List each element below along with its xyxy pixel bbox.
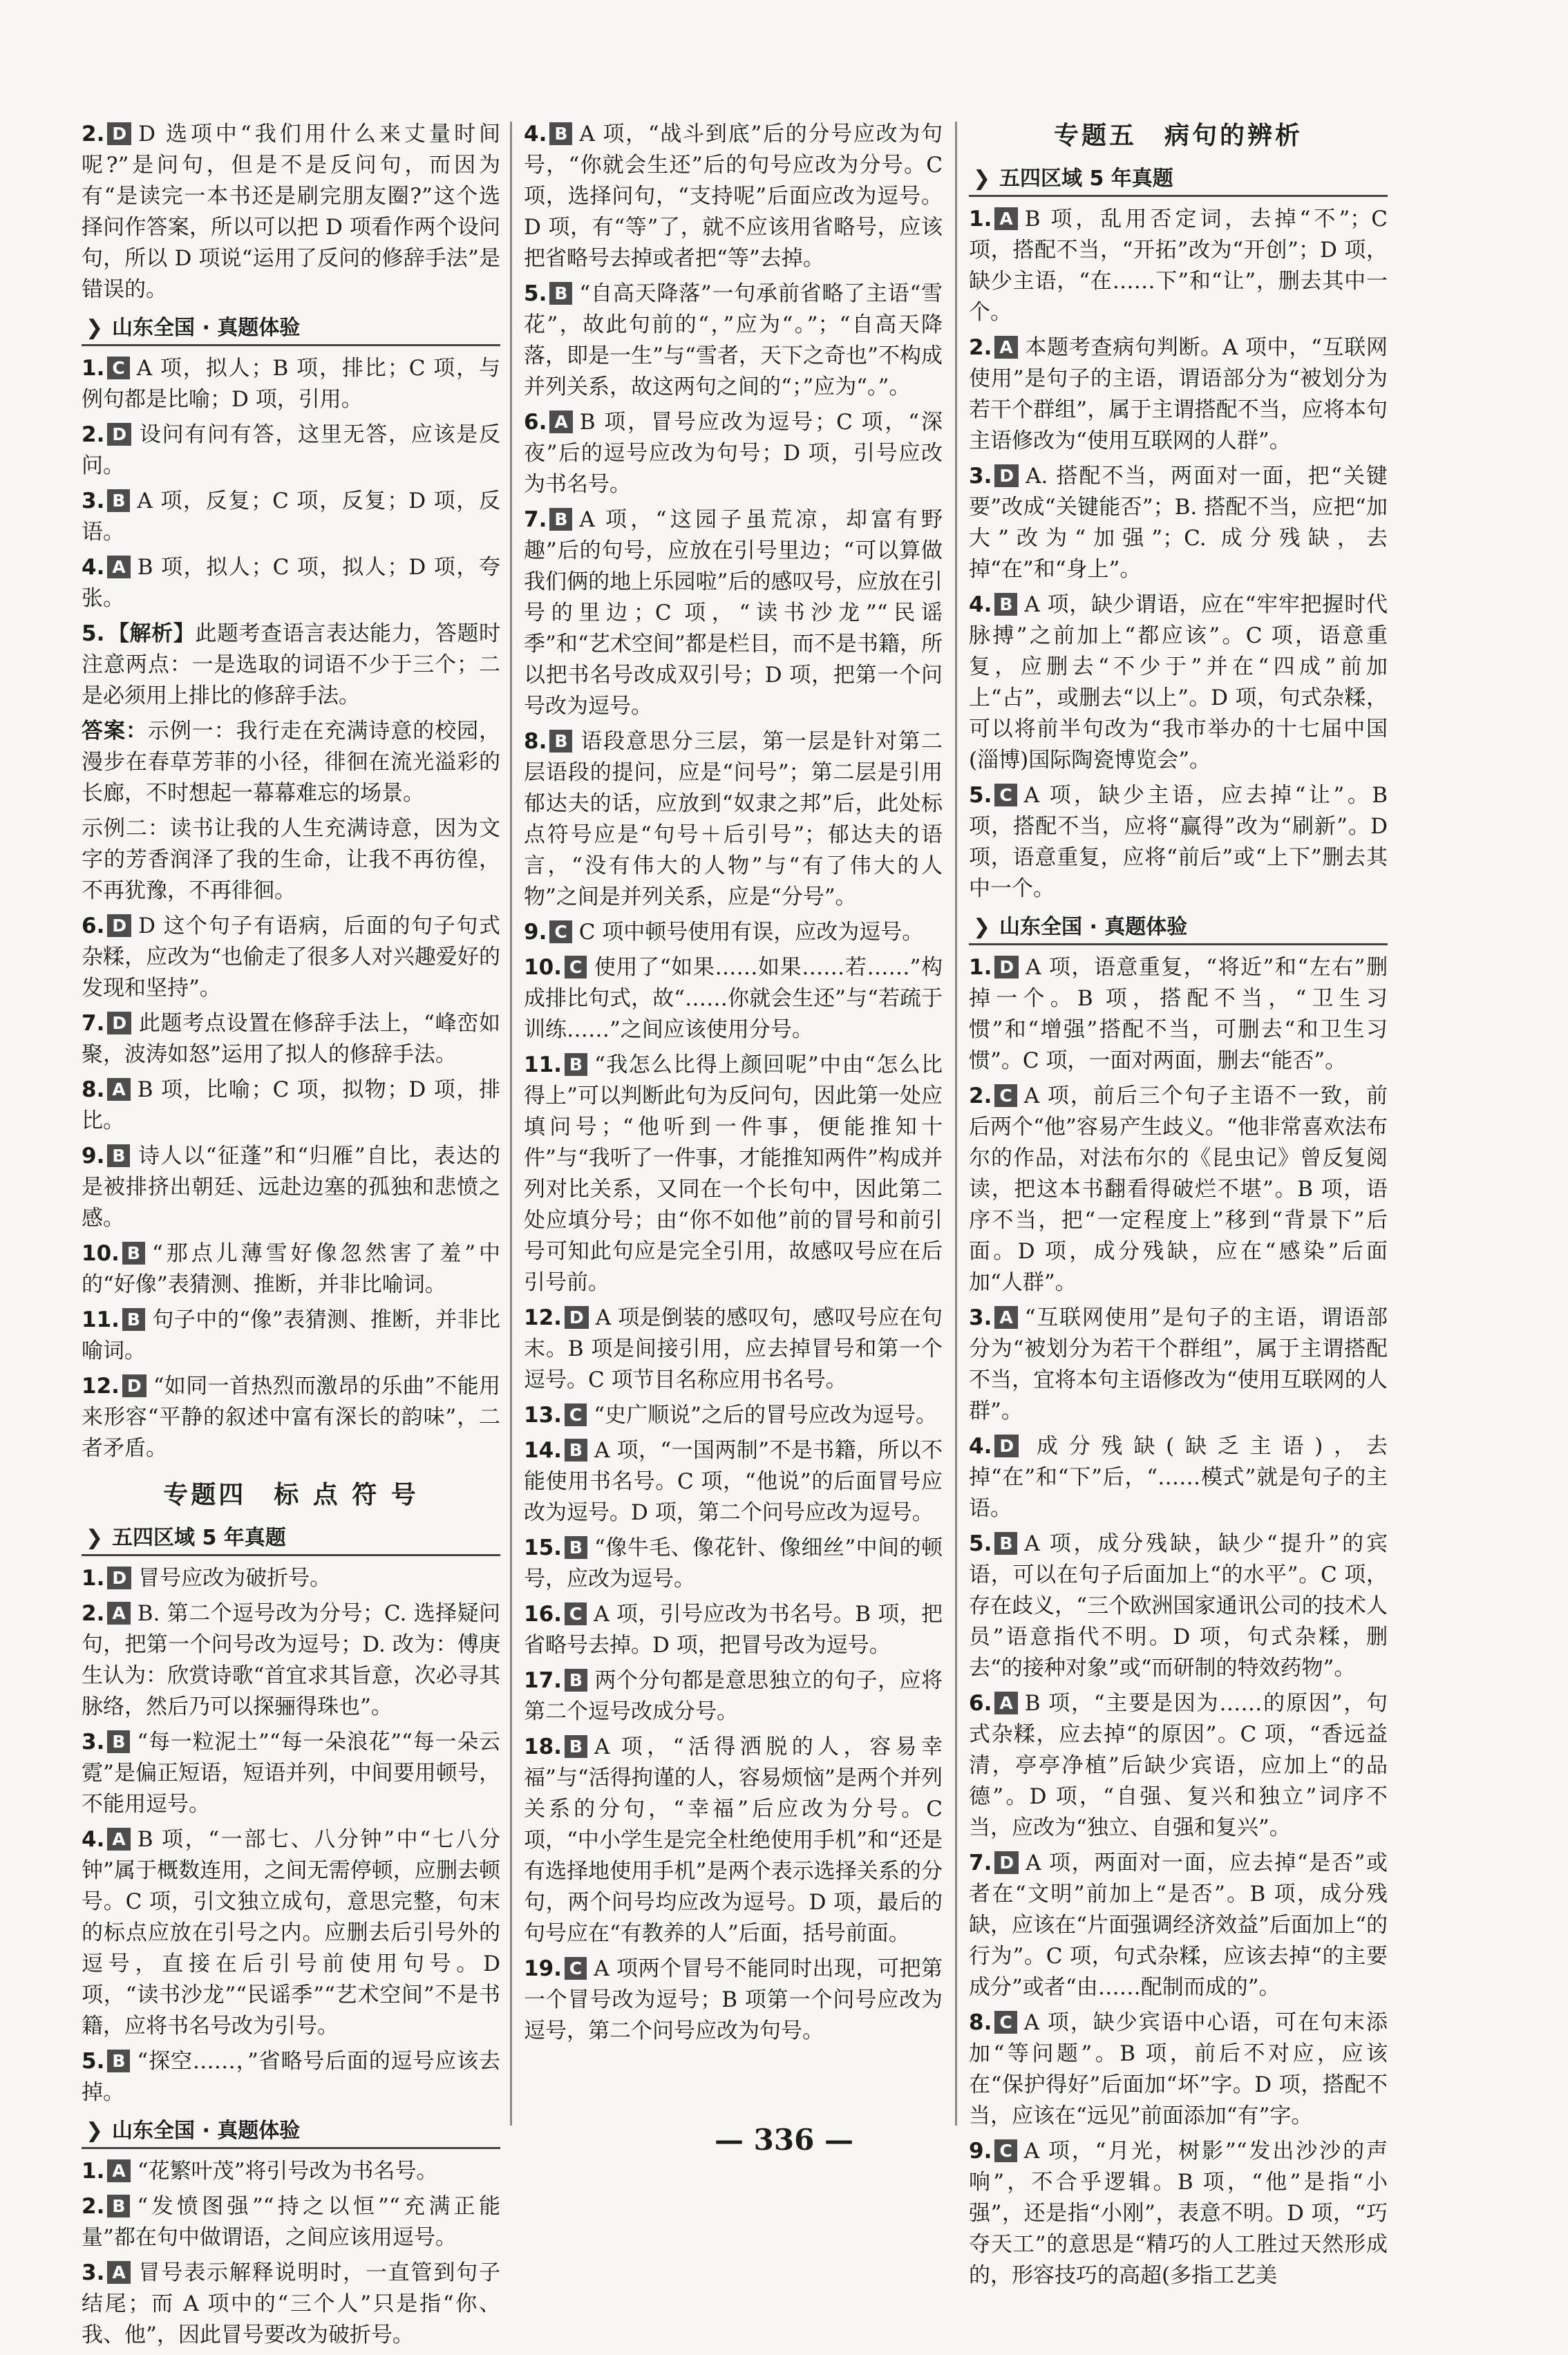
answer-item [82,2258,500,2351]
answer-item [524,1303,943,1396]
item-number: 1. [82,1566,105,1591]
answer-badge: A [549,410,572,433]
answer-text: “自高天降落”一句承前省略了主语“雪花”，故此句前的“，”应为“。”；“自高天降落，即是一生”与“雪者，天下之奇也”不构成并列关系，故这两句之间的“；”应为“。”。 [524,281,943,399]
answer-item [524,1533,943,1595]
answer-text: A 项，“战斗到底”后的分号应改为句号，“你就会生还”后的句号应改为分号。C 项，选择问句，“支持呢”后面应改为逗号。D 项，有“等”了，就不应该用省略号，应该把省略号去掉或者把“等”去掉。 [524,122,943,271]
item-number: 2. [82,1601,105,1626]
answer-item [969,589,1388,776]
answer-item [524,726,943,913]
answer-text: A 项，成分残缺，缺少“提升”的宾语，可以在句子后面加上“的水平”。C 项，存在歧义，“三个欧洲国家通讯公司的技术人员”语意指代不明。D 项，句式杂糅，删去“的接种对象”或“而研制的特效药物”。 [969,1531,1388,1681]
answer-item [969,952,1388,1077]
answer-badge: D [122,1374,147,1397]
item-number: 18. [524,1734,562,1759]
answer-text: “花繁叶茂”将引号改为书名号。 [137,2159,438,2184]
item-number: 8. [82,1077,105,1102]
answer-text: A 项，语意重复，“将近”和“左右”删掉一个。B 项，搭配不当，“卫生习惯”和“增强”搭配不当，可删去“和卫生习惯”。C 项，一面对两面，删去“能否”。 [969,955,1388,1073]
answer-text: D 这个句子有语病，后面的句子句式杂糅，应改为“也偷走了很多人对兴趣爱好的发现和坚持”。 [82,914,500,1001]
item-number: 11. [82,1307,120,1332]
answer-badge: B [549,508,572,531]
answer-text: 诗人以“征蓬”和“归雁”自比，表达的是被排挤出朝廷、远赴边塞的孤独和悲愤之感。 [82,1144,500,1231]
answer-text: A 项，缺少主语，应去掉“让”。B 项，搭配不当，应将“赢得”改为“刷新”。D 项，语意重复，应将“前后”或“上下”删去其中一个。 [969,783,1388,901]
answer-badge: B [565,1735,587,1758]
answer-item [969,1848,1388,2003]
answer-item [969,1688,1388,1844]
answer-badge: B [565,1669,587,1692]
answer-item [82,2046,500,2108]
answer-text: B 项，“一部七、八分钟”中“七八分钟”属于概数连用，之间无需停顿，应删去顿号。C 项，引文独立成句，意思完整，句末的标点应放在引号之内。应删去后引号外的逗号，直接在后引号前使用句号。D 项，“读书沙龙”“民谣季”“艺术空间”不是书籍，应将书名号改为引号。 [82,1827,500,2039]
answer-text: “如同一首热烈而激昂的乐曲”不能用来形容“平静的叙述中富有深长的韵味”，二者矛盾。 [82,1374,500,1461]
answer-text: “每一粒泥土”“每一朵浪花”“每一朵云霓”是偏正短语，短语并列，中间要用顿号，不能用逗号。 [82,1730,500,1817]
answer-text: A 项，“一国两制”不是书籍，所以不能使用书名号。C 项，“他说”的后面冒号应改为逗号。D 项，第二个问号应改为逗号。 [524,1438,943,1525]
item-number: 8. [969,2010,992,2035]
item-number: 9. [969,2139,992,2164]
answer-text: A 项，缺少谓语，应在“牢牢把握时代脉搏”之前加上“都应该”。C 项，语意重复，应删去“不少于”并在“四成”前加上“占”，或删去“以上”。D 项，句式杂糅，可以将前半句改为“我市举办的十七届中国(淄博)国际陶瓷博览会”。 [969,592,1388,773]
item-number: 12. [82,1374,120,1399]
answer-item [82,486,500,548]
answer-badge: C [549,920,572,943]
answer-badge: D [994,956,1019,978]
answer-item [82,1141,500,1234]
answer-badge: B [122,1308,145,1331]
answer-item [524,407,943,500]
page-number: — 336 — [715,2123,853,2157]
item-number: 7. [524,507,547,532]
answer-item [82,2156,500,2187]
item-number: 7. [969,1851,992,1875]
answer-badge: C [994,2139,1017,2162]
answer-text: A 项，“活得洒脱的人，容易幸福”与“活得拘谨的人，容易烦恼”是两个并列关系的分句，“幸福”后应改为分号。C 项，“中小学生是完全杜绝使用手机”和“还是有选择地使用手机”是两个表示选择关系的分句，两个问号均应改为逗号。D 项，最后的句号应在“有教养的人”后面，括号前面。 [524,1734,943,1946]
section-header: ❯ 山东全国 · 真题体验 [969,911,1388,945]
answer-text: 句子中的“像”表猜测、推断，并非比喻词。 [82,1307,500,1363]
answer-text: A 项，前后三个句子主语不一致，前后两个“他”容易产生歧义。“他非常喜欢法布尔的作品，对法布尔的《昆虫记》曾反复阅读，把这本书翻看得破烂不堪”。B 项，语序不当，把“一定程度上”移到“背景下”后面。D 项，成分残缺，应在“感染”后面加“人群”。 [969,1084,1388,1295]
answer-badge: A [994,336,1017,359]
answer-text: B 项，比喻；C 项，拟物；D 项，排比。 [82,1077,500,1133]
answer-item [969,461,1388,585]
answer-text: A 项是倒装的感叹句，感叹号应在句末。B 项是间接引用，应去掉冒号和第一个逗号。C 项节目名称应用书名号。 [524,1305,943,1392]
answer-item [524,1954,943,2047]
answer-text: A 项，拟人；B 项，排比；C 项，与例句都是比喻；D 项，引用。 [82,356,500,412]
answer-text: B 项，“主要是因为……的原因”，句式杂糅，应去掉“的原因”。C 项，“香远益清，亭亭净植”后缺少宾语，应加上“的品德”。D 项，“自强、复兴和独立”词序不当，应改为“独立、自强和复兴”。 [969,1691,1388,1840]
answer-badge: D [107,1567,131,1589]
answer-item [82,1238,500,1301]
column-left [82,119,500,2355]
answer-badge: A [107,556,130,578]
answer-badge: C [994,784,1017,806]
answer-badge: C [565,1957,587,1980]
item-number: 3. [82,2260,105,2285]
answer-item [524,1665,943,1728]
answer-badge: B [549,730,572,753]
chevron-right-icon: ❯ [86,2119,104,2143]
answer-badge: B [994,593,1017,616]
item-number: 14. [524,1438,562,1463]
item-number: 6. [969,1691,992,1716]
answer-badge: A [107,2261,130,2284]
answer-item [969,1431,1388,1524]
answer-badge: A [994,207,1017,230]
answer-badge: B [549,282,572,305]
item-number: 13. [524,1403,562,1428]
item-number: 9. [82,1144,105,1169]
item-number: 5. [969,783,992,808]
column-divider [510,122,512,2126]
answer-badge: A [994,1306,1017,1329]
topic-title: 专题四 标 点 符 号 [163,1481,419,1509]
item-number: 5. [82,2049,105,2074]
section-header: ❯ 五四区域 5 年真题 [82,1522,500,1556]
answer-item [82,1371,500,1464]
answer-badge: B [994,1532,1017,1555]
answer-text: C 项中顿号使用有误，应改为逗号。 [578,920,924,945]
item-number: 6. [524,410,547,435]
answer-text: “探空……，”省略号后面的逗号应该去掉。 [82,2049,500,2105]
item-number: 1. [969,207,992,231]
answer-badge: B [107,489,130,512]
answer-item [82,1563,500,1594]
answer-item [82,552,500,614]
item-number: 9. [524,920,547,945]
answer-badge: D [565,1306,589,1329]
answer-item [82,119,500,305]
answer-badge: B [549,122,572,145]
answer-badge: B [107,2195,130,2217]
topic-title: 专题五 病句的辨析 [1053,122,1303,150]
answer-text: 冒号应改为破折号。 [138,1566,332,1591]
answer-text: A 项，反复；C 项，反复；D 项，反语。 [82,489,500,545]
item-number: 19. [524,1956,562,1981]
answer-text: A 项，“月光，树影”“发出沙沙的声响”，不合乎逻辑。B 项，“他”是指“小强”，还是指“小刚”，表意不明。D 项，“巧夺天工”的意思是“精巧的人工胜过天然形成的，形容技巧的高超(多指工艺美 [969,2139,1388,2288]
answer-text: A. 搭配不当，两面对一面，把“关键要”改成“关键能否”；B. 搭配不当，应把“加大”改为“加强”；C. 成分残缺，去掉“在”和“身上”。 [969,464,1388,582]
item-number: 1. [82,356,105,381]
item-number: 17. [524,1668,562,1693]
answer-text: “互联网使用”是句子的主语，谓语部分为“被划分为若干个群组”，属于主谓搭配不当，宜将本句主语修改为“使用互联网的人群”。 [969,1305,1388,1424]
answer-text: 语段意思分三层，第一层是针对第二层语段的提问，应是“问号”；第二层是引用郁达夫的话，应放到“奴隶之邦”后，此处标点符号应是“句号＋后引号”；郁达夫的语言，“没有伟大的人物”与“有了伟大的人物”之间是并列关系，应是“分号”。 [524,729,943,909]
answer-text: 设问有问有答，这里无答，应该是反问。 [82,422,500,478]
answer-example-1: 答案：示例一：我行走在充满诗意的校园，漫步在春草芳菲的小径，徘徊在流光溢彩的长廊，不时想起一幕幕难忘的场景。 [82,719,501,806]
answer-badge: D [107,423,131,446]
answer-badge: D [994,1435,1019,1457]
item-number: 4. [969,1434,992,1459]
answer-item [82,2191,500,2253]
item-number: 1. [969,955,992,980]
answer-text: 成分残缺(缺乏主语)，去掉“在”和“下”后，“……模式”就是句子的主语。 [969,1434,1388,1521]
answer-text: 冒号表示解释说明时，一直管到句子结尾；而 A 项中的“三个人”只是指“你、我、他”，因此冒号要改为破折号。 [82,2260,500,2347]
column-middle [524,119,943,2051]
answer-badge: D [994,464,1019,487]
answer-item [82,911,500,1004]
answer-item [82,1075,500,1137]
answer-item [969,1303,1388,1427]
item-number: 10. [82,1241,120,1266]
answer-item [969,2136,1388,2291]
answer-badge: D [107,914,131,937]
answer-badge: D [994,1851,1019,1874]
item-number: 8. [524,729,547,754]
item-number: 12. [524,1305,562,1330]
answer-badge: B [122,1242,145,1265]
answer-item [524,119,943,274]
item-number: 4. [82,1827,105,1852]
answer-item [969,2007,1388,2132]
answer-badge: C [565,1602,587,1625]
answer-badge: B [107,1144,130,1167]
item-number: 3. [82,1730,105,1755]
answer-text: A 项，两面对一面，应去掉“是否”或者在“文明”前加上“是否”。B 项，成分残缺，应该在“片面强调经济效益”后面加上“的行为”。C 项，句式杂糅，应该去掉“的主要成分”或者“由……配制而成的”。 [969,1851,1388,2000]
item-number: 3. [969,464,992,489]
answer-item [524,952,943,1046]
item-number: 7. [82,1011,105,1036]
answer-item [969,780,1388,905]
answer-text: 使用了“如果……如果……若……”构成排比句式，故“……你就会生还”与“若疏于训练……”之间应该使用分号。 [524,955,943,1042]
item-number: 2. [82,122,105,146]
answer-item [82,1598,500,1723]
answer-item [82,1824,500,2042]
item-number: 5. [969,1531,992,1556]
answer-badge: B [107,1730,130,1753]
answer-item [524,1400,943,1431]
answer-badge: C [994,2011,1017,2034]
item-number: 4. [82,555,105,580]
answer-text: “那点儿薄雪好像忽然害了羞”中的“好像”表猜测、推断，并非比喻词。 [82,1241,500,1297]
answer-item [524,278,943,403]
answer-badge: B [107,2050,130,2072]
answer-item [82,1008,500,1070]
answer-text: “像牛毛、像花针、像细丝”中间的顿号，应改为逗号。 [524,1535,943,1591]
column-divider [955,122,957,2126]
answer-item [969,1081,1388,1298]
answer-item [969,204,1388,328]
answer-badge: B [565,1053,587,1076]
item-number: 1. [82,2159,105,2184]
answer-badge: C [565,956,587,978]
answer-text: A 项两个冒号不能同时出现，可把第一个冒号改为逗号；B 项第一个问号应改为逗号，第二个问号应改为句号。 [524,1956,943,2043]
answer-badge: B [565,1439,587,1462]
answer-text: B 项，拟人；C 项，拟人；D 项，夸张。 [82,555,500,611]
answer-text: 本题考查病句判断。A 项中，“互联网使用”是句子的主语，谓语部分为“被划分为若干个群组”，属于主谓搭配不当，应将本句主语修改为“使用互联网的人群”。 [969,335,1388,453]
answer-badge: A [107,1078,130,1101]
answer-text: B. 第二个逗号改为分号；C. 选择疑问句，把第一个问号改为逗号；D. 改为：傅庚生认为：欣赏诗歌“首宜求其旨意，次必寻其脉络，然后乃可以探骊得珠也”。 [82,1601,500,1719]
chevron-right-icon: ❯ [973,915,991,939]
answer-badge: D [107,122,131,145]
answer-text: A 项，“这园子虽荒凉，却富有野趣”后的句号，应放在引号里边；“可以算做我们俩的地上乐园啦”后的感叹号，应放在引号的里边；C 项，“读书沙龙”“民谣季”和“艺术空间”都是栏目，而不是书籍，所以把书名号改成双引号；D 项，把第一个问号改为逗号。 [524,507,943,719]
answer-item [82,353,500,415]
answer-item [524,1435,943,1529]
answer-example-2: 示例二：读书让我的人生充满诗意，因为文字的芳香润泽了我的生命，让我不再彷徨，不再犹豫，不再徘徊。 [82,816,500,903]
answer-badge: A [107,2159,130,2182]
answer-text: “发愤图强”“持之以恒”“充满正能量”都在句中做谓语，之间应该用逗号。 [82,2194,500,2250]
answer-item [969,1529,1388,1684]
answer-text: D 选项中“我们用什么来丈量时间呢?”是问句，但是不是反问句，而因为有“是读完一本书还是刷完朋友圈?”这个选择问作答案，所以可以把 D 项看作两个设问句，所以 D 项说“运用了反问的修辞手法”是错误的。 [82,122,500,302]
answer-badge: A [107,1828,130,1851]
item-number: 5. [524,281,547,306]
answer-text: A 项，缺少宾语中心语，可在句末添加“等问题”。B 项，前后不对应，应该在“保护得好”后面加“坏”字。D 项，搭配不当，应该在“远见”前面添加“有”字。 [969,2010,1388,2128]
answer-item [524,917,943,948]
answer-badge: A [994,1692,1017,1714]
answer-text: “我怎么比得上颜回呢”中由“怎么比得上”可以判断此句为反问句，因此第一处应填问号；“他听到一件事，便能推知十件”与“我听了一件事，才能推知两件”构成并列对比关系，又同在一个长句中，因此第二处应填分号；由“你不如他”前的冒号和前引号可知此句应是完全引用，故感叹号应在后引号前。 [524,1052,943,1295]
item-number: 2. [969,335,992,360]
answer-badge: C [107,357,129,379]
chevron-right-icon: ❯ [973,167,991,191]
answer-badge: D [107,1012,131,1034]
answer-text: B 项，乱用否定词，去掉“不”；C 项，搭配不当，“开拓”改为“开创”；D 项，缺少主语，“在……下”和“让”，删去其中一个。 [969,207,1388,325]
answer-badge: C [994,1084,1017,1107]
answer-item [82,419,500,482]
answer-item-5: 5. 【解析】此题考查语言表达能力，答题时注意两点：一是选取的词语不少于三个；二是必须用上排比的修辞手法。 [82,621,501,708]
answer-text: 两个分句都是意思独立的句子，应将第二个逗号改成分号。 [524,1668,943,1724]
answer-item [969,332,1388,457]
answer-text: “史广顺说”之后的冒号应改为逗号。 [594,1403,937,1428]
answer-item [524,1050,943,1298]
answer-item [524,504,943,722]
section-header: ❯ 山东全国 · 真题体验 [82,312,500,346]
answer-badge: C [565,1403,587,1426]
answer-badge: B [565,1536,587,1559]
answer-item [82,1305,500,1367]
item-number: 2. [969,1084,992,1108]
answer-text: B 项，冒号应改为逗号；C 项，“深夜”后的逗号应改为句号；D 项，引号应改为书名号。 [524,410,943,497]
chevron-right-icon: ❯ [86,316,104,340]
item-number: 2. [82,2194,105,2219]
answer-item [524,1599,943,1661]
answer-text: A 项，引号应改为书名号。B 项，把省略号去掉。D 项，把冒号改为逗号。 [524,1602,943,1658]
column-right [969,119,1388,2296]
item-number: 16. [524,1602,562,1627]
item-number: 3. [969,1305,992,1330]
answer-text: 此题考点设置在修辞手法上，“峰峦如聚，波涛如怒”运用了拟人的修辞手法。 [82,1011,500,1067]
item-number: 15. [524,1535,562,1560]
chevron-right-icon: ❯ [86,1526,104,1550]
item-number: 11. [524,1052,562,1077]
item-number: 2. [82,422,105,447]
item-number: 4. [524,122,547,146]
section-header: ❯ 五四区域 5 年真题 [969,163,1388,197]
item-number: 10. [524,955,562,980]
answer-badge: A [107,1602,130,1625]
item-number: 3. [82,489,105,513]
answer-item [82,1727,500,1820]
answer-item [524,1732,943,1949]
item-number: 6. [82,914,105,938]
section-header: ❯ 山东全国 · 真题体验 [82,2115,500,2149]
item-number: 4. [969,592,992,617]
